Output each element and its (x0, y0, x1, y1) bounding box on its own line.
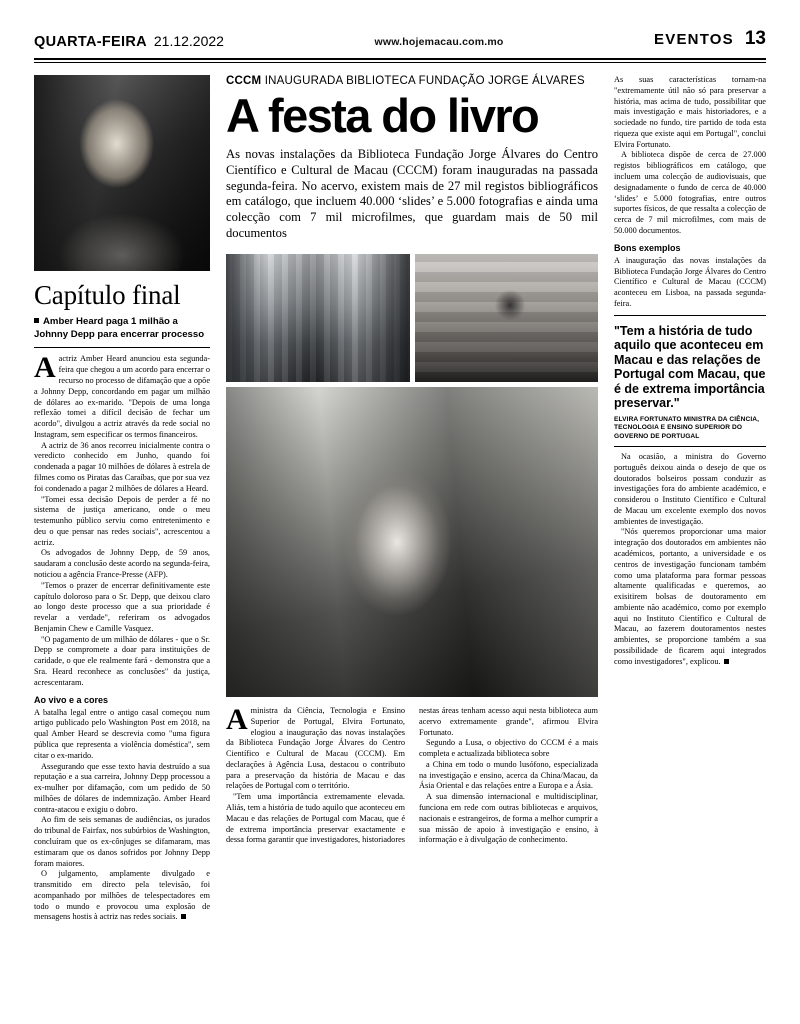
main-paragraph-1-text: ministra da Ciência, Tecnologia e Ensino Superior de Portugal, Elvira Fortunato, elogiou a inauguração das novas instalações da Biblioteca Fundação Jorge Álvares do Centro Científico e Cultural de Macau (CCCM). Em declarações à Agência Lusa, destacou o contributo para a preservação da história de Macau e das relações de Portugal com o território. (226, 706, 405, 791)
masthead-weekday: QUARTA-FEIRA (34, 34, 147, 50)
library-display-globe-photo (415, 254, 599, 382)
main-kicker (226, 75, 598, 89)
left-kicker-text: Amber Heard paga 1 milhão a Johnny Depp para encerrar processo (34, 316, 205, 340)
library-interior-shelves-photo (226, 254, 410, 382)
left-paragraph-10 (34, 869, 210, 923)
right-body-bottom (614, 452, 766, 668)
left-paragraph-8: Assegurando que esse texto havia destruído a sua reputação e a sua carreira, Johnny Depp processou a ex-mulher por difamação, com um pedido de 50 milhões de dólares de indemnização. Amber Heard contra-atacou e exigiu o dobro. (34, 761, 210, 814)
main-kicker-bold: CCCM (226, 75, 262, 87)
masthead-left (34, 33, 224, 50)
main-paragraph-2: "Tem uma importância extremamente elevada. Aliás, tem a história de tudo aquilo que aconteceu em Macau e das relações de Portugal com Macau, que é de extrema importância preservar exactamente e dessa forma garantir que investigadores, historiadores nestas áreas tenham acesso aqui nesta biblioteca aum acervo extremamente grande", afirmou Elvira Fortunato. (226, 706, 598, 845)
left-paragraph-6: "O pagamento de um milhão de dólares - que o Sr. Depp se compromete a doar para instituições de caridade, o que ele realmente fará - demonstra que a Sra. Heard reconhece as conclusões" da justiça, acrescentaram. (34, 634, 210, 687)
left-paragraph-4: Os advogados de Johnny Depp, de 59 anos, saudaram a conclusão deste acordo na segunda-feira, noticiou a agência France-Presse (AFP). (34, 548, 210, 580)
left-subhead: Ao vivo e a cores (34, 694, 109, 705)
left-separator (34, 347, 210, 348)
masthead (34, 28, 766, 56)
right-subhead: Bons exemplos (614, 242, 681, 253)
amber-heard-portrait-photo (34, 75, 210, 271)
pullquote-attr-role: MINISTRA DA CIÊNCIA, TECNOLOGIA E ENSINO SUPERIOR DO GOVERNO DE PORTUGAL (614, 415, 760, 440)
left-kicker (34, 316, 210, 341)
masthead-website[interactable]: www.hojemacau.com.mo (374, 36, 504, 48)
main-column (226, 75, 598, 995)
pullquote-attribution (614, 416, 766, 441)
end-marker-icon (181, 914, 186, 919)
elvira-fortunato-portrait-photo (226, 387, 598, 697)
pullquote-rule-bottom (614, 446, 766, 447)
main-paragraph-4: a China em todo o mundo lusófono, especializada na investigação e ensino, acerca da China/Macau, da Ásia Oriental e das relações entre a Europa e a Ásia. (419, 759, 598, 791)
right-paragraph-2: A biblioteca dispõe de cerca de 27.000 registos bibliográficos em catálogo, que incluem uma colecção de audiovisuais, que designadamente o fundo de cerca de 40.000 ‘slides’ e 5.000 fotografias, entre outros suportes físicos, de que ressalta a colecção de cerca de 7 mil microfilmes, com mais de 50.000 documentos. (614, 150, 766, 235)
pullquote-attr-name: ELVIRA FORTUNATO (614, 415, 682, 423)
main-lede: As novas instalações da Biblioteca Fundação Jorge Álvares do Centro Científico e Cultural de Macau (CCCM) foram inauguradas na passada segunda-feira. No acervo, existem mais de 27 mil registos bibliográficos em catálogo, que incluem 40.000 ‘slides’ e 5.000 fotografias e ainda uma colecção com 7 mil microfilmes, que guardam mais de 50 mil documentos (226, 146, 598, 241)
left-paragraph-2: A actriz de 36 anos recorreu inicialmente contra o veredicto conhecido em Junho, quando foi condenada a pagar 10 milhões de dólares à estrela de filmes como os Piratas das Caraíbas, que por sua vez foi condenado a pagar 2 milhões de dólares a Heard. (34, 440, 210, 493)
left-paragraph-1-text: actriz Amber Heard anunciou esta segunda-feira que chegou a um acordo para encerrar o recurso no processo de difamação que a opõe a Johnny Depp, concordando em pagar um milhão de dólares ao ex-marido. "Depois de uma longa reflexão tomei a difícil decisão de fechar um acordo", divulgou a actriz através da rede social no Instagram, sem especificar os termos financeiros. (34, 354, 210, 439)
right-body-top (614, 75, 766, 237)
left-paragraph-3: "Tomei essa decisão Depois de perder a fé no sistema de justiça americano, onde o meu testemunho público serviu como entretenimento e deu o que pensar nas redes sociais", acrescentou a actriz. (34, 494, 210, 547)
left-paragraph-5: "Temos o prazer de encerrar definitivamente este capítulo doloroso para o Sr. Depp, que deixou claro ao longo deste processo que a sua prioridade é revelar a verdade", referiram os advogados Benjamin Chew e Camille Vasquez. (34, 580, 210, 633)
left-paragraph-9: Ao fim de seis semanas de audiências, os jurados do tribunal de Fairfax, nos subúrbios de Washington, concluíram que os ex-cônjuges se difamaram, mas estimaram que os danos sofridos por Johnny Depp foram maiores. (34, 815, 210, 868)
left-headline: Capítulo final (34, 280, 181, 310)
right-column (614, 75, 766, 995)
right-paragraph-5 (614, 527, 766, 667)
masthead-section: EVENTOS (654, 31, 734, 48)
right-body-mid (614, 256, 766, 310)
main-paragraph-5: A sua dimensão internacional e multidisciplinar, funciona em rede com outras bibliotecas e arquivos, nacionais e estrangeiros, de forma a melhor cumprir a sua missão de apoio à investigação e ensino, à informação e à divulgação de conhecimento. (419, 792, 598, 845)
masthead-page-number: 13 (744, 28, 766, 49)
page-grid (34, 75, 766, 995)
left-dropcap: A (34, 351, 56, 385)
left-column (34, 75, 210, 995)
main-photo-group (226, 254, 598, 697)
main-paragraph-3: Segundo a Lusa, o objectivo do CCCM é a mais completa e actualizada biblioteca sobre (419, 738, 598, 759)
main-kicker-rest: INAUGURADA BIBLIOTECA FUNDAÇÃO JORGE ÁLVARES (264, 75, 585, 87)
masthead-rule-thick (34, 58, 766, 60)
right-paragraph-3: A inauguração das novas instalações da Biblioteca Fundação Jorge Álvares do Centro Científico e Cultural de Macau (CCCM) aconteceu em Lisboa, na passada segunda-feira. (614, 255, 766, 308)
right-paragraph-1: As suas características tornam-na "extremamente útil não só para preservar a história, mas acima de tudo, possibilitar que mais investigação e mais historiadores, e a sociedade no fundo, tire partido de toda esta riqueza que existe aqui em Portugal", conclui Elvira Fortunato. (614, 75, 766, 149)
main-photo-row (226, 254, 598, 382)
right-paragraph-4: Na ocasião, a ministra do Governo português deixou ainda o desejo de que os doutorados bolseiros possam conduzir as investigações fora do ambiente académico, e considerou o Instituto Científico e Cultural de Macau um excelente exemplo dos novos ambientes de investigação. (614, 451, 766, 526)
square-bullet-icon (34, 318, 39, 323)
left-paragraph-10-text: O julgamento, amplamente divulgado e transmitido em directo pela televisão, foi acompanhado por milhões de telespectadores em todo o mundo e provocou uma explosão de mensagens hostis à actriz nas redes sociais. (34, 869, 210, 922)
pullquote: "Tem a história de tudo aquilo que aconteceu em Macau e das relações de Portugal com Macau, que é de extrema importância preservar." (614, 323, 766, 411)
pullquote-rule-top (614, 315, 766, 316)
left-paragraph-1 (34, 351, 210, 440)
masthead-rule-thin (34, 62, 766, 63)
left-paragraph-7: A batalha legal entre o antigo casal começou num artigo publicado pelo Washington Post em 2018, na qual Amber Heard se descrevia como "uma figura pública que representa a violência doméstica", sem citar o ex-marido. (34, 707, 210, 760)
end-marker-icon-right (724, 659, 729, 664)
right-paragraph-5-text: "Nós queremos proporcionar uma maior integração dos doutorados em ambientes não académicos, portanto, a universidade e os centros de investigação funcionam também como uma plataforma para formar pessoas altamente qualificadas e queremos, ao exisitirem bolsas de doutoramento em ambiente não académico, como por exemplo aqui no Instituto Científico e Cultural de Macau, ao fazerem doutoramentos nestes ambientes, se proporcione também a sua possibilidade de ficarem aqui integrados como investigadores", explicou. (614, 527, 766, 666)
main-paragraph-1 (226, 703, 405, 792)
masthead-right (654, 28, 766, 50)
main-dropcap: A (226, 703, 248, 736)
left-body (34, 351, 210, 688)
masthead-date: 21.12.2022 (153, 33, 224, 49)
main-headline: A festa do livro (226, 88, 539, 142)
left-body-2 (34, 708, 210, 924)
main-body (226, 703, 598, 846)
